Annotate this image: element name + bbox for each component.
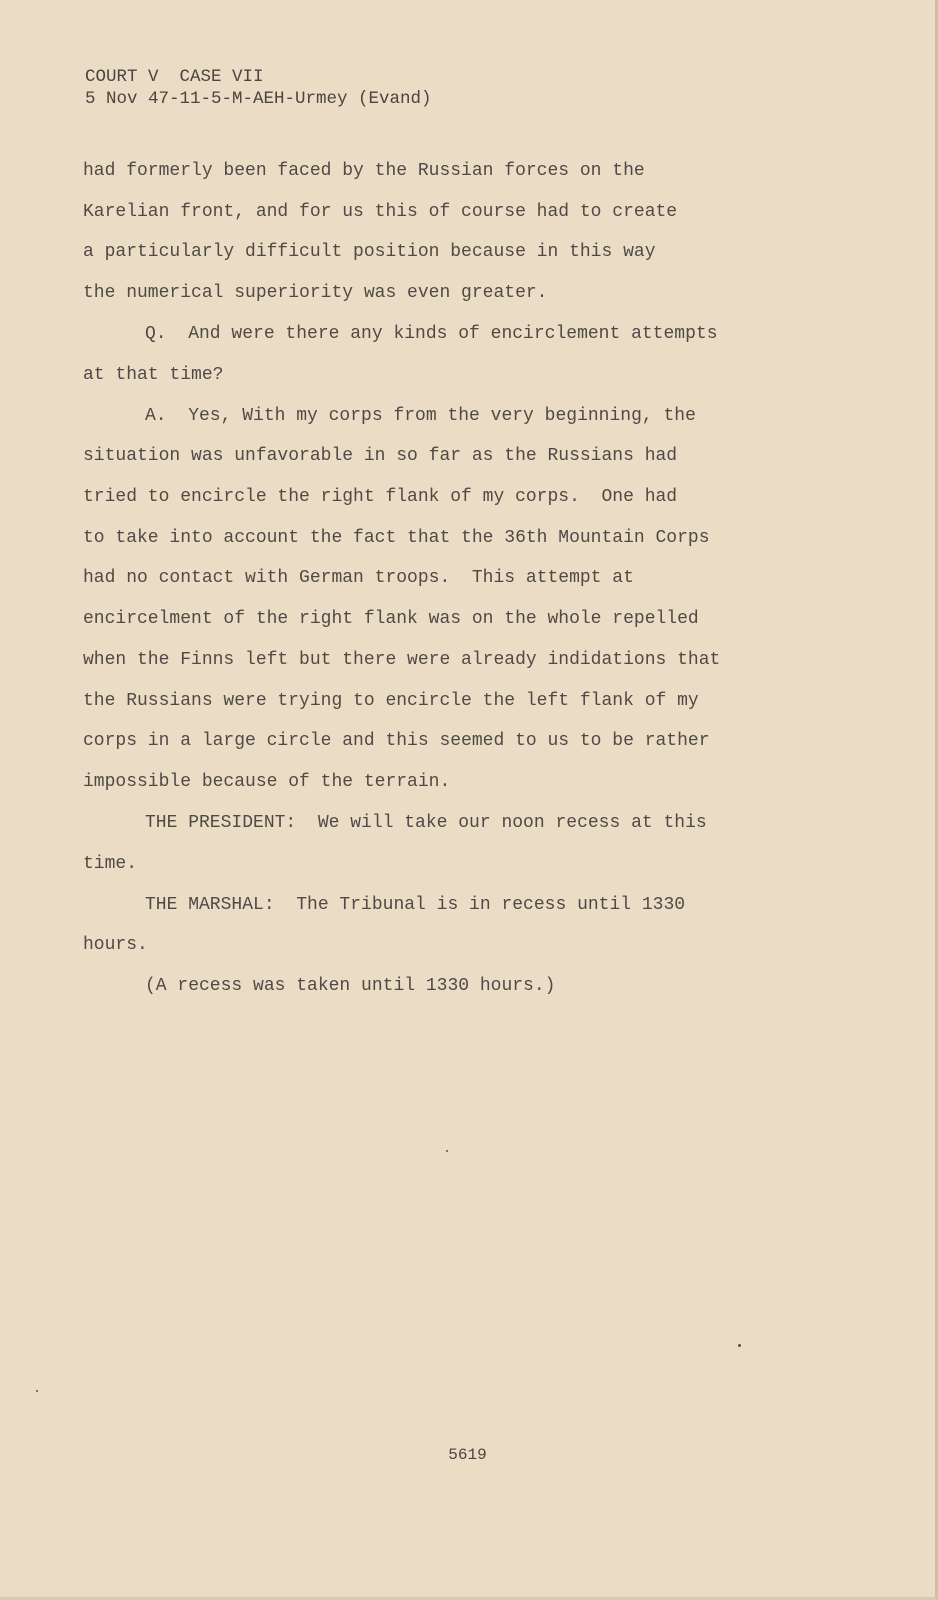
recess-note-line: (A recess was taken until 1330 hours.) bbox=[145, 976, 556, 996]
marshal-line: THE MARSHAL: The Tribunal is in recess until 1330 bbox=[145, 895, 686, 915]
text-line: had no contact with German troops. This attempt at bbox=[83, 568, 634, 588]
text-line: impossible because of the terrain. bbox=[83, 772, 451, 792]
paper-speck bbox=[446, 1150, 448, 1152]
paper-speck bbox=[738, 1344, 741, 1347]
document-header bbox=[85, 66, 432, 110]
text-line: corps in a large circle and this seemed to us to be rather bbox=[83, 731, 710, 751]
text-line: situation was unfavorable in so far as the Russians had bbox=[83, 446, 678, 466]
text-line: at that time? bbox=[83, 365, 224, 385]
text-line: encircelment of the right flank was on the whole repelled bbox=[83, 609, 699, 629]
text-line: hours. bbox=[83, 935, 148, 955]
text-line: a particularly difficult position because in this way bbox=[83, 242, 656, 262]
text-line: when the Finns left but there were already indidations that bbox=[83, 650, 721, 670]
president-line: THE PRESIDENT: We will take our noon recess at this bbox=[145, 813, 707, 833]
text-line: the numerical superiority was even greater. bbox=[83, 283, 548, 303]
text-line: to take into account the fact that the 36th Mountain Corps bbox=[83, 528, 710, 548]
text-line: tried to encircle the right flank of my corps. One had bbox=[83, 487, 678, 507]
text-line: Karelian front, and for us this of course had to create bbox=[83, 202, 678, 222]
answer-line: A. Yes, With my corps from the very beginning, the bbox=[145, 406, 696, 426]
paper-speck bbox=[36, 1390, 38, 1392]
text-line: time. bbox=[83, 854, 138, 874]
question-line: Q. And were there any kinds of encirclement attempts bbox=[145, 324, 718, 344]
page-number: 5619 bbox=[448, 1446, 487, 1464]
court-case-line: COURT V CASE VII bbox=[85, 67, 264, 87]
text-line: the Russians were trying to encircle the left flank of my bbox=[83, 691, 699, 711]
date-reporter-line: 5 Nov 47-11-5-M-AEH-Urmey (Evand) bbox=[85, 89, 432, 109]
text-line: had formerly been faced by the Russian forces on the bbox=[83, 161, 645, 181]
